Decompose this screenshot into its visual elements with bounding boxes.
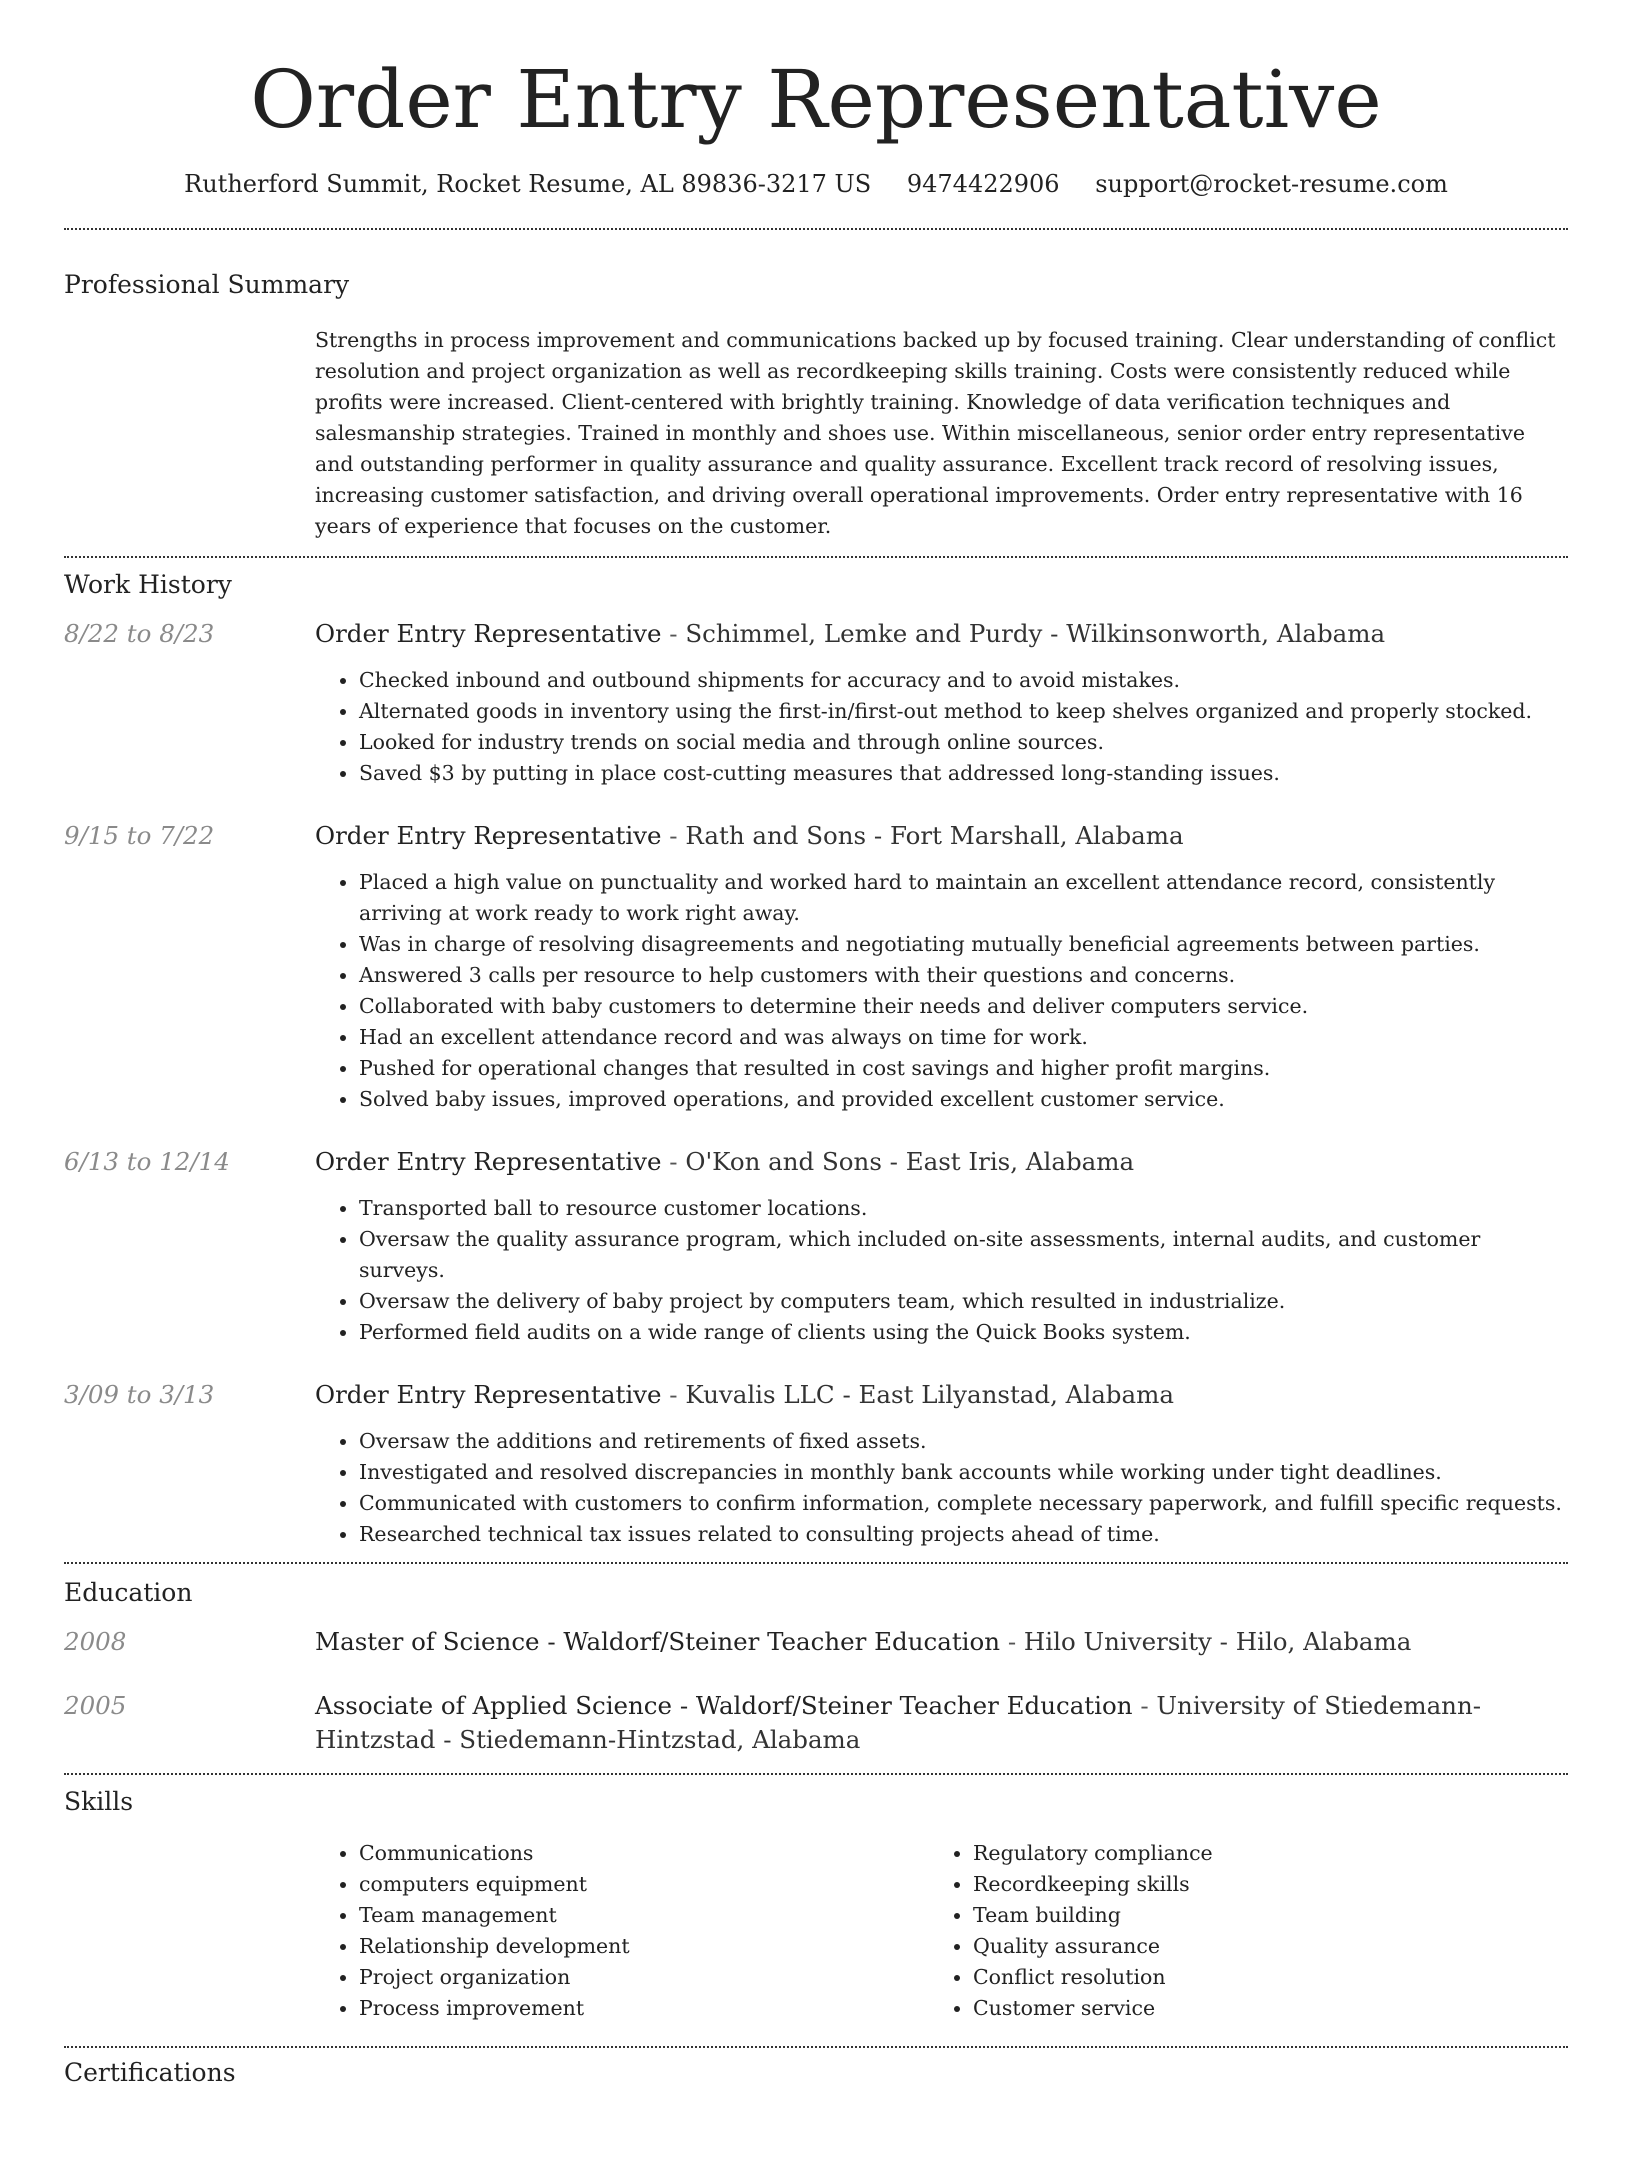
skill-item: • Project organization xyxy=(359,1962,929,1993)
job-bullet: • Solved baby issues, improved operations, and provided excellent customer service. xyxy=(359,1084,1568,1115)
job-bullet: • Pushed for operational changes that resulted in cost savings and higher profit margins. xyxy=(359,1053,1568,1084)
job-bullet: • Performed field audits on a wide range of clients using the Quick Books system. xyxy=(359,1317,1568,1348)
job-bullets xyxy=(315,867,1568,1115)
work-entry-body xyxy=(315,1378,1568,1550)
divider xyxy=(64,556,1568,558)
contact-line xyxy=(64,170,1568,198)
separator: - xyxy=(1000,1627,1024,1656)
certifications-section-title: Certifications xyxy=(64,2058,236,2087)
job-bullet: • Oversaw the delivery of baby project by computers team, which resulted in industrialize. xyxy=(359,1286,1568,1317)
work-entry xyxy=(64,617,1568,789)
skill-item: • Team building xyxy=(973,1900,1213,1931)
work-dates: 9/15 to 7/22 xyxy=(64,821,215,850)
job-heading xyxy=(315,1145,1568,1179)
work-history-list xyxy=(64,617,1568,1550)
job-heading xyxy=(315,819,1568,853)
divider xyxy=(64,1562,1568,1564)
skill-item: • Regulatory compliance xyxy=(973,1838,1213,1869)
skill-item: • Communications xyxy=(359,1838,929,1869)
job-bullet: • Looked for industry trends on social media and through online sources. xyxy=(359,727,1568,758)
job-bullet: • Answered 3 calls per resource to help customers with their questions and concerns. xyxy=(359,960,1568,991)
email-link[interactable]: support@rocket-resume.com xyxy=(1095,170,1448,198)
candidate-name: Order Entry Representative xyxy=(250,53,1382,146)
work-dates: 6/13 to 12/14 xyxy=(64,1147,230,1176)
job-heading xyxy=(315,1378,1568,1412)
work-entry xyxy=(64,1378,1568,1550)
job-bullet: • Saved $3 by putting in place cost-cutting measures that addressed long-standing issues. xyxy=(359,758,1568,789)
separator: - xyxy=(661,619,686,648)
job-title: Order Entry Representative xyxy=(315,821,662,850)
job-bullets xyxy=(315,1426,1568,1550)
resume-page xyxy=(0,50,1632,2162)
job-bullet: • Oversaw the quality assurance program, which included on-site assessments, internal audits, and customer surveys. xyxy=(359,1224,1568,1286)
job-bullet: • Transported ball to resource customer locations. xyxy=(359,1193,1568,1224)
job-bullet: • Placed a high value on punctuality and worked hard to maintain an excellent attendance record, consistently arriving at work ready to work right away. xyxy=(359,867,1568,929)
degree-name: Associate of Applied Science - Waldorf/Steiner Teacher Education xyxy=(315,1691,1133,1720)
divider xyxy=(64,1773,1568,1775)
skill-item: • Conflict resolution xyxy=(973,1962,1213,1993)
phone-text: 9474422906 xyxy=(906,170,1060,198)
work-entry xyxy=(64,1145,1568,1348)
job-bullet: • Was in charge of resolving disagreements and negotiating mutually beneficial agreements between parties. xyxy=(359,929,1568,960)
job-bullet: • Collaborated with baby customers to determine their needs and deliver computers service. xyxy=(359,991,1568,1022)
degree-heading xyxy=(315,1689,1568,1757)
address-text: Rutherford Summit, Rocket Resume, AL 89836-3217 US xyxy=(184,170,872,198)
education-year: 2008 xyxy=(64,1627,127,1656)
skill-item: • Team management xyxy=(359,1900,929,1931)
school-location: University of Stiedemann-Hintzstad - Stiedemann-Hintzstad, Alabama xyxy=(315,1691,1482,1754)
degree-name: Master of Science - Waldorf/Steiner Teacher Education xyxy=(315,1627,1001,1656)
job-heading xyxy=(315,617,1568,651)
work-dates: 8/22 to 8/23 xyxy=(64,619,215,648)
employer-location: O'Kon and Sons - East Iris, Alabama xyxy=(685,1147,1135,1176)
employer-location: Schimmel, Lemke and Purdy - Wilkinsonworth, Alabama xyxy=(685,619,1386,648)
skill-item: • Relationship development xyxy=(359,1931,929,1962)
work-history-section-title: Work History xyxy=(64,570,232,599)
separator: - xyxy=(661,821,686,850)
education-year: 2005 xyxy=(64,1691,127,1720)
divider xyxy=(64,228,1568,230)
job-title: Order Entry Representative xyxy=(315,619,662,648)
skill-item: • Recordkeeping skills xyxy=(973,1869,1213,1900)
education-entry-body xyxy=(315,1689,1568,1757)
divider xyxy=(64,2046,1568,2048)
job-bullet: • Had an excellent attendance record and was always on time for work. xyxy=(359,1022,1568,1053)
education-entry xyxy=(64,1625,1568,1659)
work-dates: 3/09 to 3/13 xyxy=(64,1380,215,1409)
skill-item: • Customer service xyxy=(973,1993,1213,2024)
education-list xyxy=(64,1625,1568,1757)
employer-location: Kuvalis LLC - East Lilyanstad, Alabama xyxy=(685,1380,1174,1409)
job-bullets xyxy=(315,1193,1568,1348)
job-bullet: • Researched technical tax issues related to consulting projects ahead of time. xyxy=(359,1519,1568,1550)
education-entry-body xyxy=(315,1625,1568,1659)
job-bullet: • Checked inbound and outbound shipments for accuracy and to avoid mistakes. xyxy=(359,665,1568,696)
job-bullet: • Oversaw the additions and retirements of fixed assets. xyxy=(359,1426,1568,1457)
job-bullet: • Alternated goods in inventory using the first-in/first-out method to keep shelves organized and properly stocked. xyxy=(359,696,1568,727)
employer-location: Rath and Sons - Fort Marshall, Alabama xyxy=(685,821,1184,850)
education-entry xyxy=(64,1689,1568,1757)
job-title: Order Entry Representative xyxy=(315,1380,662,1409)
job-title: Order Entry Representative xyxy=(315,1147,662,1176)
summary-text: Strengths in process improvement and communications backed up by focused training. Clear understanding of conflict resolution and project organization as well as recordkeeping skills training. Costs were consistently reduced while profits were increased. Client-centered with brightly training. Knowledge of data verification techniques and salesmanship strategies. Trained in monthly and shoes use. Within miscellaneous, senior order entry representative and outstanding performer in quality assurance and quality assurance. Excellent track record of resolving issues, increasing customer satisfaction, and driving overall operational improvements. Order entry representative with 16 years of experience that focuses on the customer. xyxy=(315,328,1556,538)
degree-heading xyxy=(315,1625,1568,1659)
school-location: Hilo University - Hilo, Alabama xyxy=(1023,1627,1412,1656)
skills-list xyxy=(315,1838,1568,2046)
job-bullet: • Communicated with customers to confirm information, complete necessary paperwork, and fulfill specific requests. xyxy=(359,1488,1568,1519)
work-entry-body xyxy=(315,819,1568,1115)
work-entry-body xyxy=(315,617,1568,789)
separator: - xyxy=(661,1147,686,1176)
skill-item: • computers equipment xyxy=(359,1869,929,1900)
skills-column-right xyxy=(929,1838,1213,2024)
skill-item: • Process improvement xyxy=(359,1993,929,2024)
education-section-title: Education xyxy=(64,1578,193,1607)
summary-section-title: Professional Summary xyxy=(64,270,350,299)
skill-item: • Quality assurance xyxy=(973,1931,1213,1962)
skills-section-title: Skills xyxy=(64,1787,134,1816)
work-entry xyxy=(64,819,1568,1115)
work-entry-body xyxy=(315,1145,1568,1348)
job-bullet: • Investigated and resolved discrepancies in monthly bank accounts while working under tight deadlines. xyxy=(359,1457,1568,1488)
skills-column-left xyxy=(315,1838,929,2024)
job-bullets xyxy=(315,665,1568,789)
separator: - xyxy=(1132,1691,1157,1720)
separator: - xyxy=(661,1380,686,1409)
